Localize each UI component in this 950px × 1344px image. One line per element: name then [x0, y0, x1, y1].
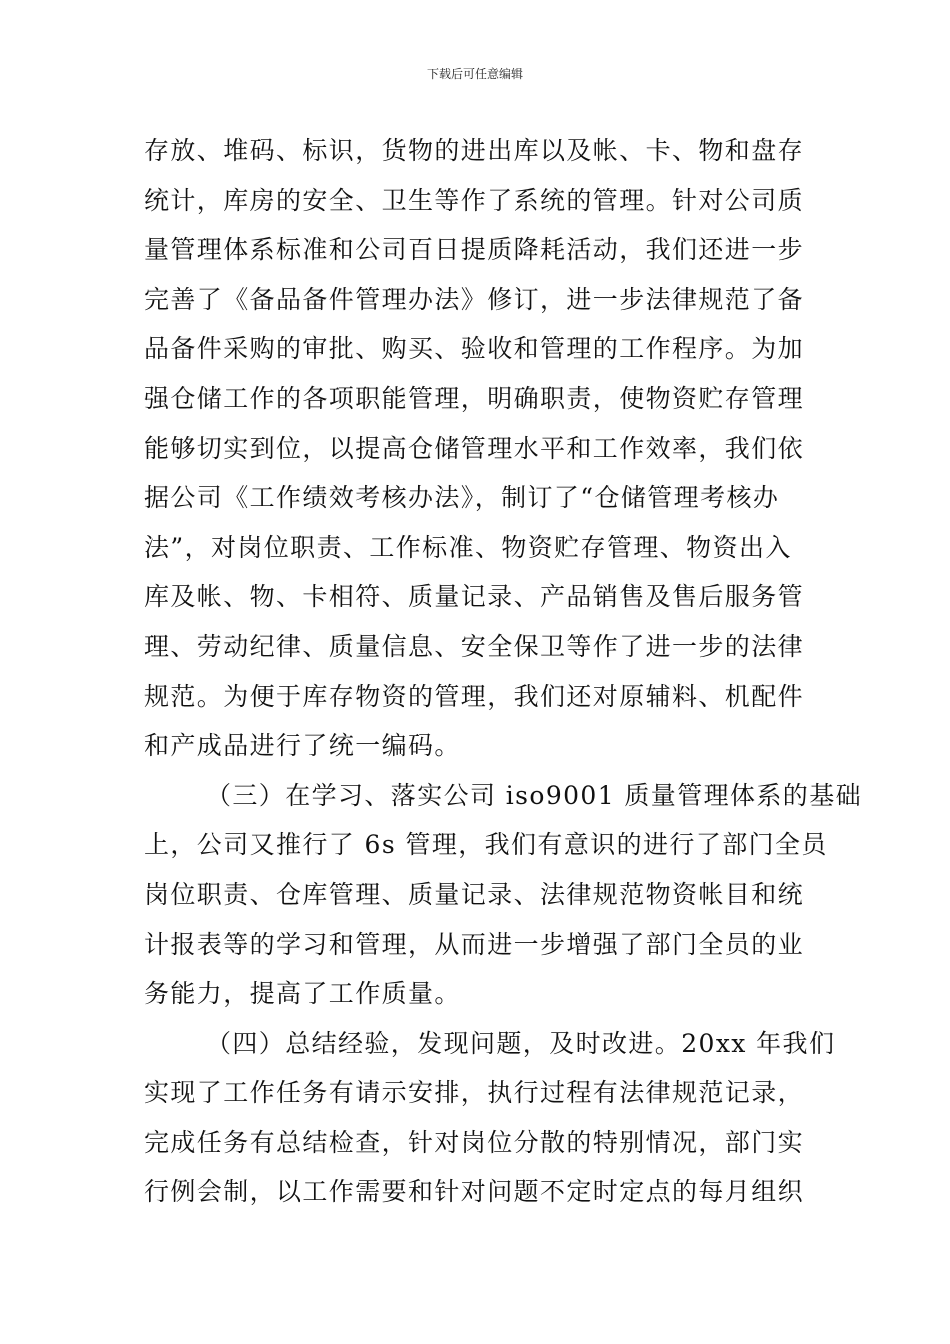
body-line: 强仓储工作的各项职能管理，明确职责，使物资贮存管理 — [144, 383, 805, 413]
body-line: 和产成品进行了统一编码。 — [144, 731, 461, 761]
section-4-first-line: （四）总结经验，发现问题，及时改进。20xx 年我们 — [206, 1028, 836, 1058]
document-body — [144, 126, 862, 1217]
body-line: 存放、堆码、标识，货物的进出库以及帐、卡、物和盘存 — [144, 136, 805, 165]
body-line: 统计，库房的安全、卫生等作了系统的管理。针对公司质 — [144, 185, 805, 215]
body-line: 理、劳动纪律、质量信息、安全保卫等作了进一步的法律 — [144, 631, 805, 661]
body-line: 完成任务有总结检查，针对岗位分散的特别情况，部门实 — [144, 1127, 805, 1157]
section-3-first-line: （三）在学习、落实公司 iso9001 质量管理体系的基础 — [206, 780, 862, 810]
body-line: 量管理体系标准和公司百日提质降耗活动，我们还进一步 — [144, 235, 805, 265]
body-line: 计报表等的学习和管理，从而进一步增强了部门全员的业 — [144, 929, 805, 959]
body-line: 库及帐、物、卡相符、质量记录、产品销售及售后服务管 — [144, 582, 805, 612]
body-line: 法”，对岗位职责、工作标准、物资贮存管理、物资出入 — [144, 532, 792, 562]
page-header: 下载后可任意编辑 — [426, 67, 523, 81]
body-line: 能够切实到位，以提高仓储管理水平和工作效率，我们依 — [144, 433, 805, 463]
body-line: 岗位职责、仓库管理、质量记录、法律规范物资帐目和统 — [144, 879, 805, 909]
body-line: 完善了《备品备件管理办法》修订，进一步法律规范了备 — [144, 284, 805, 314]
body-line: 据公司《工作绩效考核办法》，制订了“仓储管理考核办 — [144, 483, 780, 513]
body-line: 上，公司又推行了 6s 管理，我们有意识的进行了部门全员 — [144, 830, 828, 860]
body-line: 实现了工作任务有请示安排，执行过程有法律规范记录， — [144, 1078, 805, 1108]
body-line: 品备件采购的审批、购买、验收和管理的工作程序。为加 — [144, 334, 805, 364]
body-line: 行例会制，以工作需要和针对问题不定时定点的每月组织 — [144, 1177, 805, 1207]
body-line: 务能力，提高了工作质量。 — [144, 979, 461, 1009]
body-line: 规范。为便于库存物资的管理，我们还对原辅料、机配件 — [144, 681, 805, 711]
